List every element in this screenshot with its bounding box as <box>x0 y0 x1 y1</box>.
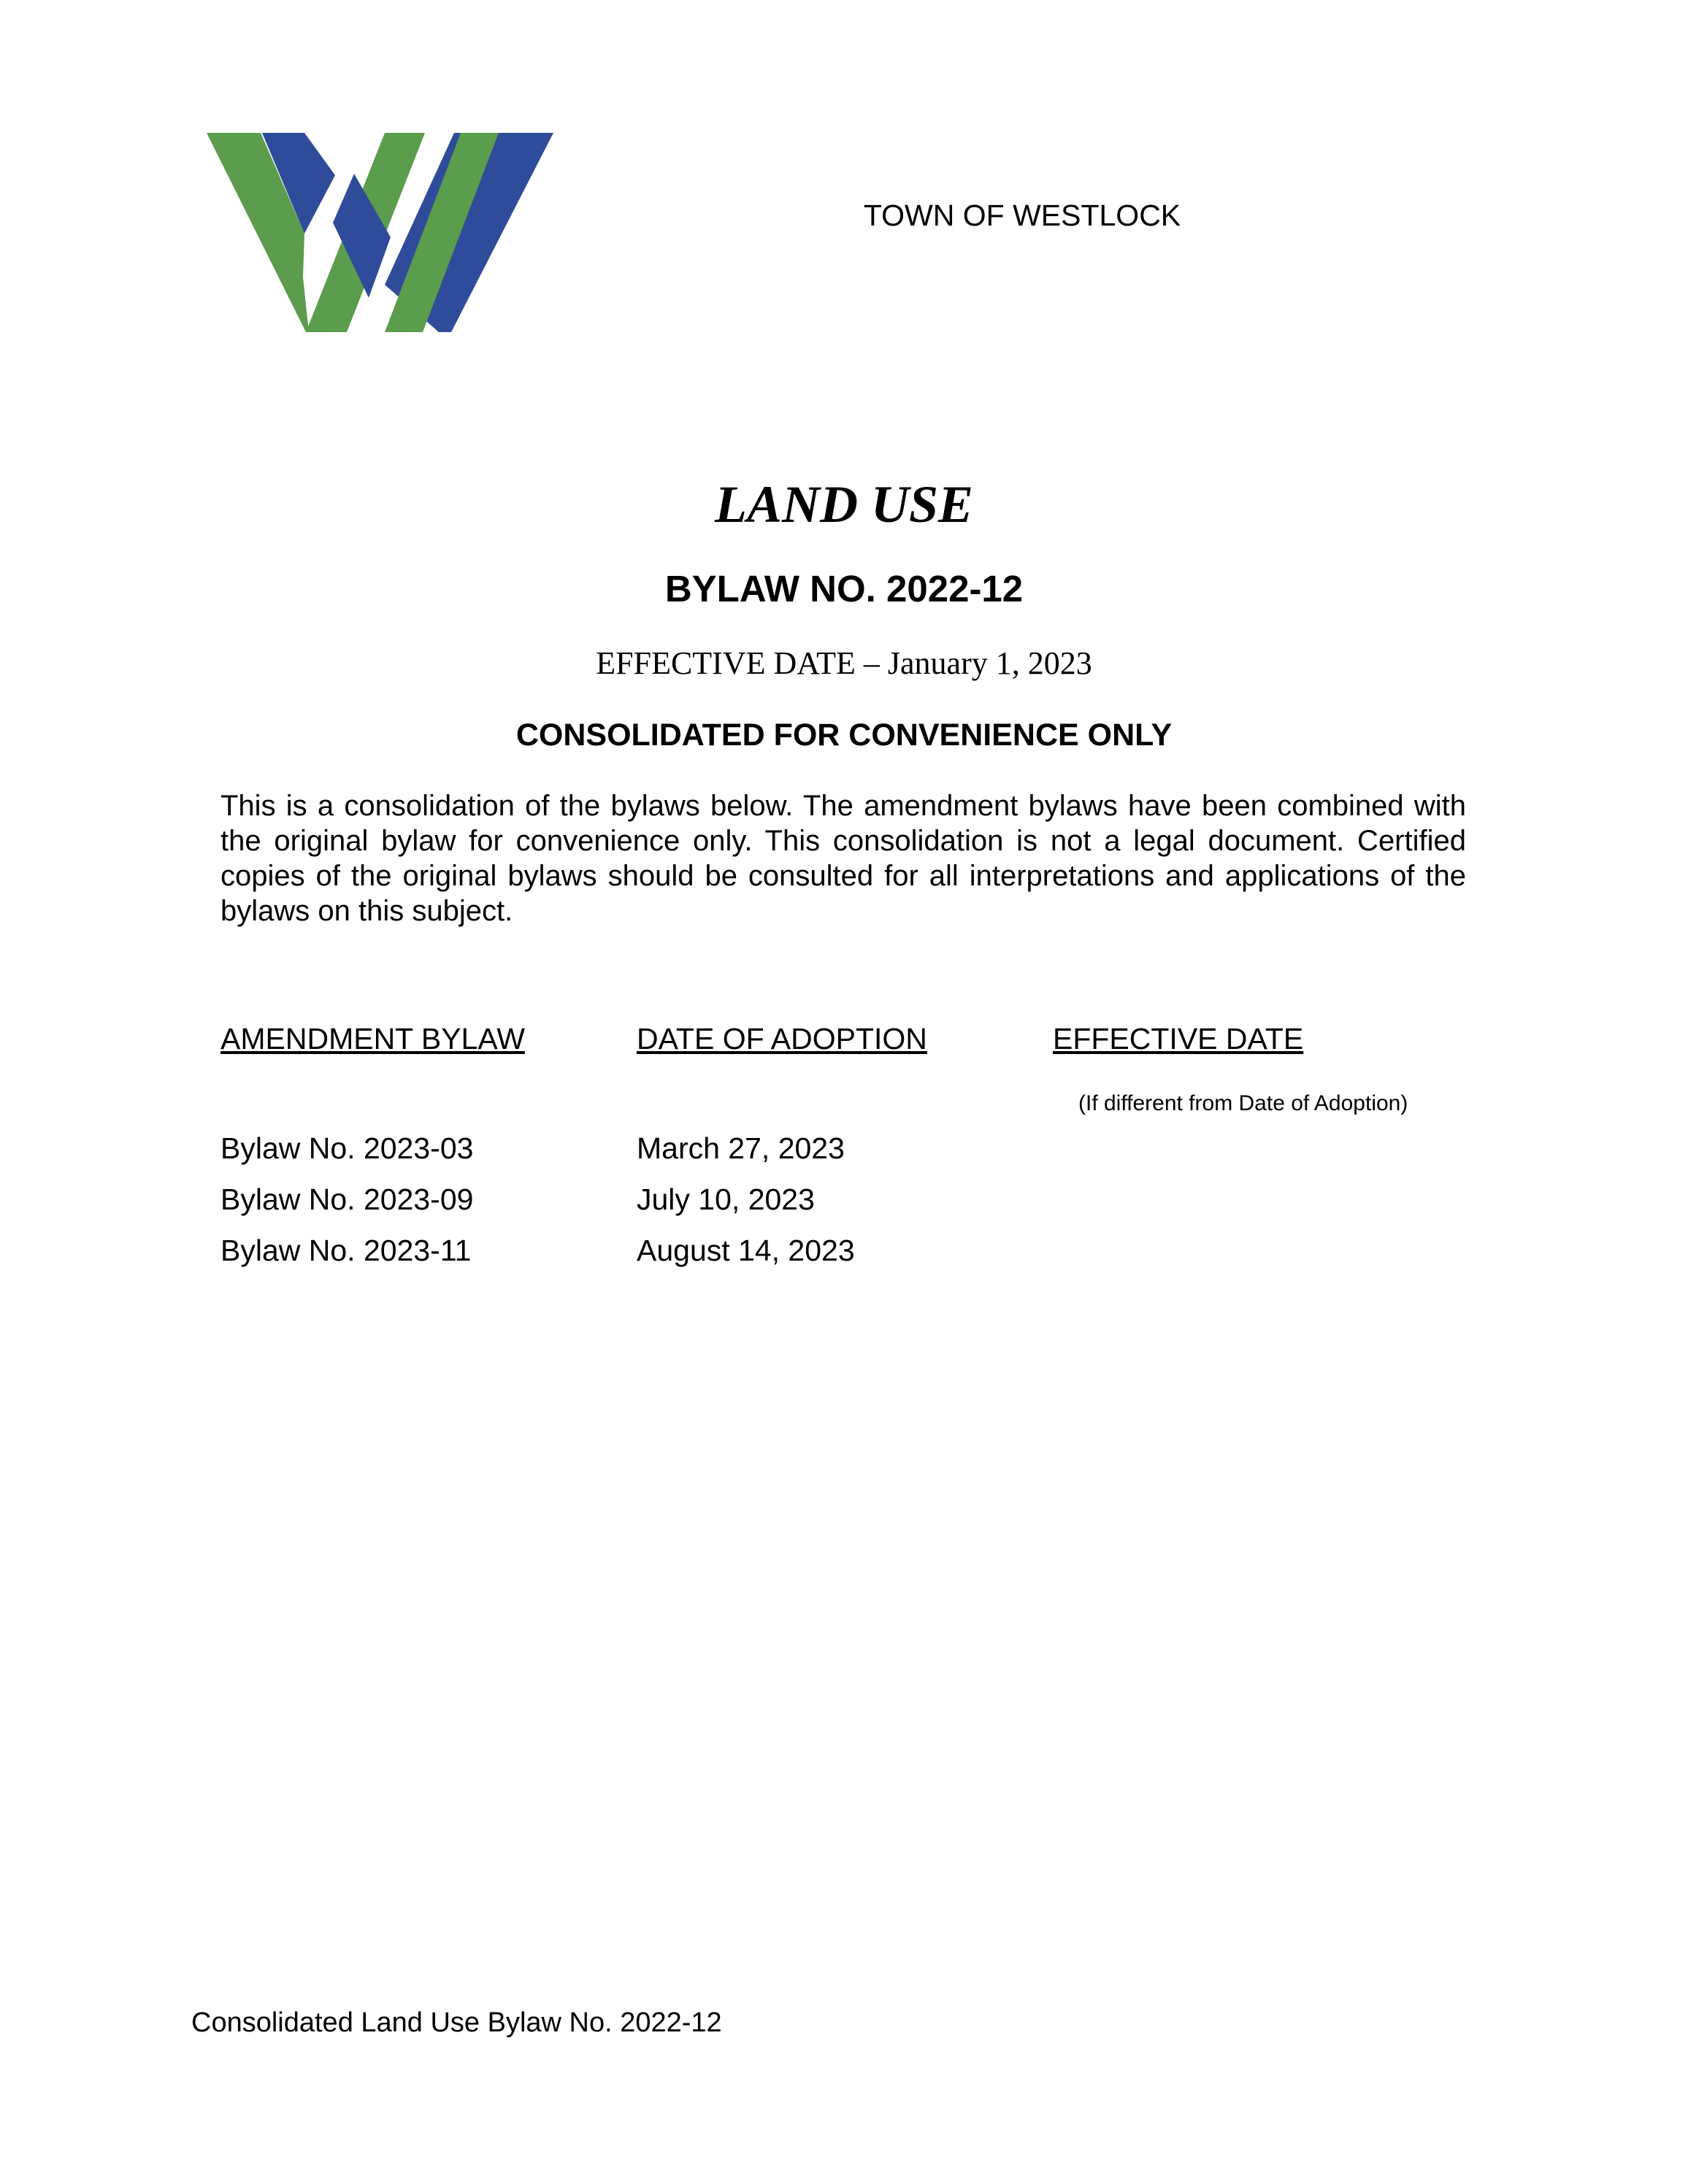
effective-date-note: (If different from Date of Adoption) <box>1078 1091 1408 1115</box>
row-adoption-date: March 27, 2023 <box>637 1131 845 1165</box>
effective-date: EFFECTIVE DATE – January 1, 2023 <box>596 645 1092 681</box>
westlock-w-logo-icon <box>207 131 553 332</box>
table-row <box>220 1234 1462 1285</box>
table-row <box>220 1131 1462 1183</box>
consolidation-heading: CONSOLIDATED FOR CONVENIENCE ONLY <box>515 718 1173 753</box>
bylaw-number: BYLAW NO. 2022-12 <box>664 568 1024 610</box>
table-row <box>220 1183 1462 1234</box>
header-date-of-adoption: DATE OF ADOPTION <box>637 1022 927 1056</box>
org-name: TOWN OF WESTLOCK <box>863 199 1181 232</box>
row-adoption-date: August 14, 2023 <box>637 1234 855 1267</box>
row-bylaw: Bylaw No. 2023-09 <box>220 1183 474 1216</box>
disclaimer-paragraph: This is a consolidation of the bylaws below. The amendment bylaws have been combined with the original bylaw for convenience only. This consolidation is not a legal document. Certified copies of the original bylaws should be consulted for all interpretations and applications of the bylaws on this subject. <box>220 790 1466 927</box>
amendment-rows <box>220 1131 1462 1285</box>
row-adoption-date: July 10, 2023 <box>637 1183 815 1216</box>
row-bylaw: Bylaw No. 2023-03 <box>220 1131 474 1165</box>
page-footer: Consolidated Land Use Bylaw No. 2022-12 <box>191 2007 722 2038</box>
row-bylaw: Bylaw No. 2023-11 <box>220 1234 472 1267</box>
header-effective-date: EFFECTIVE DATE <box>1053 1022 1304 1056</box>
document-title: LAND USE <box>714 475 974 534</box>
header-amendment-bylaw: AMENDMENT BYLAW <box>220 1022 525 1056</box>
